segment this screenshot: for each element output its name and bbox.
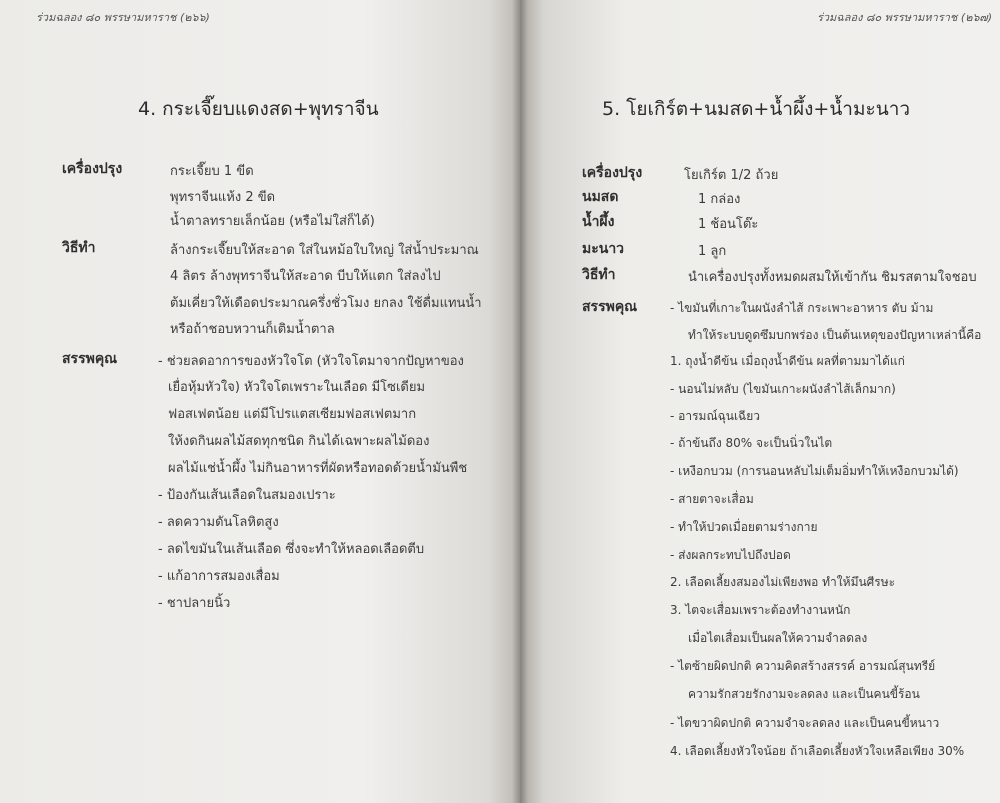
benefit-line: ฟอสเฟตน้อย แต่มีโปรแตสเซียมฟอสเฟตมาก — [168, 407, 417, 422]
method-line: หรือถ้าชอบหวานก็เติมน้ำตาล — [170, 322, 335, 337]
benefit-line: 2. เลือดเลี้ยงสมองไม่เพียงพอ ทำให้มึนศีรษะ — [670, 575, 896, 589]
method-label: วิธีทำ — [582, 267, 616, 283]
benefit-line: - ถ้าข้นถึง 80% จะเป็นนิ่วในไต — [670, 436, 833, 450]
method-line: นำเครื่องปรุงทั้งหมดผสมให้เข้ากัน ชิมรสตามใจชอบ — [688, 270, 977, 285]
ingredient-name: นมสด — [582, 189, 619, 205]
ingredient-line: น้ำตาลทรายเล็กน้อย (หรือไม่ใส่ก็ได้) — [170, 214, 375, 229]
method-line: 4 ลิตร ล้างพุทราจีนให้สะอาด บีบให้แตก ใส่ลงไป — [170, 269, 441, 284]
benefit-line: - สายตาจะเสื่อม — [670, 492, 754, 506]
ingredient-amount: 1 กล่อง — [698, 192, 741, 207]
benefit-line: - เหงือกบวม (การนอนหลับไม่เต็มอิ่มทำให้เหงือกบวมได้) — [670, 464, 959, 478]
benefit-line: ให้งดกินผลไม้สดทุกชนิด กินได้เฉพาะผลไม้ดอง — [168, 434, 430, 449]
recipe-title: 4. กระเจี๊ยบแดงสด+พุทราจีน — [138, 98, 379, 120]
ingredient-amount: 1 ลูก — [698, 244, 727, 259]
running-head: ร่วมฉลอง ๘๐ พรรษามหาราช (๒๖๗) — [816, 11, 992, 24]
benefit-line: - ไตซ้ายผิดปกติ ความคิดสร้างสรรค์ อารมณ์สุนทรีย์ — [670, 659, 936, 673]
benefit-line: ความรักสวยรักงามจะลดลง และเป็นคนขี้ร้อน — [688, 687, 920, 701]
benefit-line: 4. เลือดเลี้ยงหัวใจน้อย ถ้าเลือดเลี้ยงหัวใจเหลือเพียง 30% — [670, 744, 965, 758]
benefit-line: 1. ถุงน้ำดีข้น เมื่อถุงน้ำดีข้น ผลที่ตามมาได้แก่ — [670, 354, 905, 368]
ingredients-label: เครื่องปรุง — [62, 161, 123, 177]
benefit-line: 3. ไตจะเสื่อมเพราะต้องทำงานหนัก — [670, 603, 851, 617]
running-head: ร่วมฉลอง ๘๐ พรรษามหาราช (๒๖๖) — [36, 11, 210, 24]
benefit-line: เยื่อหุ้มหัวใจ) หัวใจโตเพราะในเลือด มีโซเดียม — [168, 380, 426, 395]
benefit-line: - ทำให้ปวดเมื่อยตามร่างกาย — [670, 520, 818, 534]
ingredient-line: กระเจี๊ยบ 1 ขีด — [170, 164, 254, 179]
recipe-title: 5. โยเกิร์ต+นมสด+น้ำผึ้ง+น้ำมะนาว — [602, 98, 911, 120]
method-label: วิธีทำ — [62, 240, 96, 256]
benefit-line: - ป้องกันเส้นเลือดในสมองเปราะ — [158, 488, 336, 503]
method-line: ล้างกระเจี๊ยบให้สะอาด ใส่ในหม้อใบใหญ่ ใส่น้ำประมาณ — [170, 243, 479, 258]
ingredient-name: มะนาว — [582, 241, 625, 257]
benefits-label: สรรพคุณ — [62, 351, 118, 367]
benefit-line: - ช่วยลดอาการของหัวใจโต (หัวใจโตมาจากปัญหาของ — [158, 354, 464, 369]
benefit-line: ผลไม้แช่น้ำผึ้ง ไม่กินอาหารที่ผัดหรือทอดด้วยน้ำมันพืช — [168, 461, 468, 476]
benefit-line: - ลดไขมันในเส้นเลือด ซึ่งจะทำให้หลอดเลือดตีบ — [158, 542, 425, 557]
benefit-line: - ลดความดันโลหิตสูง — [158, 515, 279, 530]
benefit-line: - ส่งผลกระทบไปถึงปอด — [670, 548, 791, 562]
benefit-line: - แก้อาการสมองเสื่อม — [158, 569, 280, 584]
benefit-line: - ชาปลายนิ้ว — [158, 596, 231, 611]
benefit-line: ทำให้ระบบดูดซึมบกพร่อง เป็นต้นเหตุของปัญหาเหล่านี้คือ — [688, 328, 982, 342]
ingredients-label: เครื่องปรุง — [582, 165, 643, 181]
benefit-line: - นอนไม่หลับ (ไขมันเกาะผนังลำไส้เล็กมาก) — [670, 382, 896, 396]
right-page — [520, 0, 1000, 803]
ingredient-line: พุทราจีนแห้ง 2 ขีด — [170, 190, 276, 205]
ingredient-name: น้ำผึ้ง — [582, 214, 615, 230]
method-line: ต้มเคี่ยวให้เดือดประมาณครึ่งชั่วโมง ยกลง ใช้ดื่มแทนน้ำ — [170, 296, 482, 311]
benefit-line: - ไตขวาผิดปกติ ความจำจะลดลง และเป็นคนขี้หนาว — [670, 716, 940, 730]
benefit-line: - อารมณ์ฉุนเฉียว — [670, 409, 760, 423]
benefit-line: - ไขมันที่เกาะในผนังลำไส้ กระเพาะอาหาร ตับ ม้าม — [670, 301, 934, 315]
benefits-label: สรรพคุณ — [582, 299, 638, 315]
ingredient-amount: 1 ช้อนโต๊ะ — [698, 217, 759, 232]
ingredient-amount: โยเกิร์ต 1/2 ถ้วย — [684, 168, 779, 183]
benefit-line: เมื่อไตเสื่อมเป็นผลให้ความจำลดลง — [688, 631, 868, 645]
book-gutter — [512, 0, 528, 803]
